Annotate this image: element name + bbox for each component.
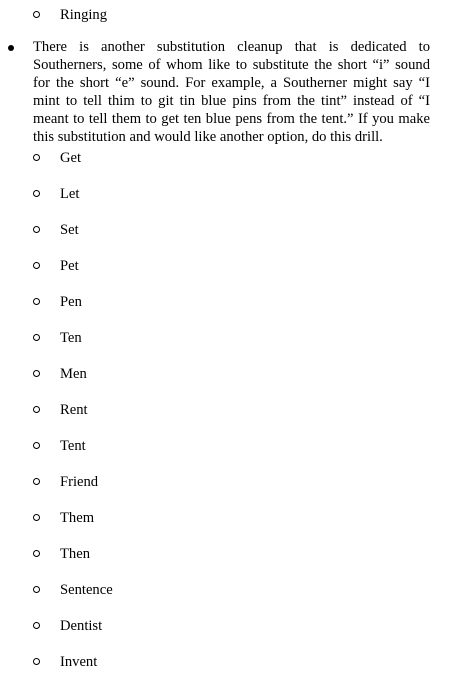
list-item-label: Tent	[60, 438, 86, 454]
list-item	[0, 655, 453, 673]
list-item	[0, 547, 453, 565]
list-item-label: Friend	[60, 474, 99, 490]
list-item	[0, 151, 453, 169]
hollow-circle-bullet-icon	[33, 658, 40, 665]
filled-circle-bullet-icon	[8, 45, 14, 51]
hollow-circle-bullet-icon	[33, 334, 40, 341]
hollow-circle-bullet-icon	[33, 442, 40, 449]
list-item-label: Pet	[60, 258, 79, 274]
list-item-label: Ringing	[60, 7, 108, 23]
list-item	[0, 583, 453, 601]
hollow-circle-bullet-icon	[33, 586, 40, 593]
hollow-circle-bullet-icon	[33, 154, 40, 161]
hollow-circle-bullet-icon	[33, 478, 40, 485]
list-item	[0, 619, 453, 637]
list-item	[0, 403, 453, 421]
list-item-label: Invent	[60, 654, 98, 670]
hollow-circle-bullet-icon	[33, 622, 40, 629]
list-item-label: Let	[60, 186, 80, 202]
list-item-label: Dentist	[60, 618, 103, 634]
list-item-label: Get	[60, 150, 82, 166]
hollow-circle-bullet-icon	[33, 190, 40, 197]
list-item-label: Men	[60, 366, 87, 382]
list-item	[0, 511, 453, 529]
list-item-ringing	[0, 8, 453, 26]
list-item	[0, 439, 453, 457]
substitution-paragraph: There is another substitution cleanup that is dedicated to Southerners, some of whom like to substitute the short “i” sound for the short “e” sound. For example, a Southerner might say “I mint to tell thim to git tin blue pins from the tint” instead of “I meant to tell them to get ten blue pens from the tent.” If you make this substitution and would like another option, do this drill.	[33, 39, 430, 145]
list-item-label: Them	[60, 510, 95, 526]
list-item-label: Pen	[60, 294, 82, 310]
list-item	[0, 187, 453, 205]
list-item-label: Rent	[60, 402, 88, 418]
list-item-label: Ten	[60, 330, 82, 346]
list-item	[0, 223, 453, 241]
list-item	[0, 331, 453, 349]
hollow-circle-bullet-icon	[33, 226, 40, 233]
hollow-circle-bullet-icon	[33, 262, 40, 269]
list-item-label: Set	[60, 222, 79, 238]
list-item-label: Then	[60, 546, 90, 562]
hollow-circle-bullet-icon	[33, 406, 40, 413]
hollow-circle-bullet-icon	[33, 298, 40, 305]
hollow-circle-bullet-icon	[33, 370, 40, 377]
list-item	[0, 295, 453, 313]
hollow-circle-bullet-icon	[33, 514, 40, 521]
list-item-label: Sentence	[60, 582, 113, 598]
list-item	[0, 475, 453, 493]
list-item	[0, 259, 453, 277]
list-item	[0, 367, 453, 385]
hollow-circle-bullet-icon	[33, 550, 40, 557]
hollow-circle-bullet-icon	[33, 11, 40, 18]
